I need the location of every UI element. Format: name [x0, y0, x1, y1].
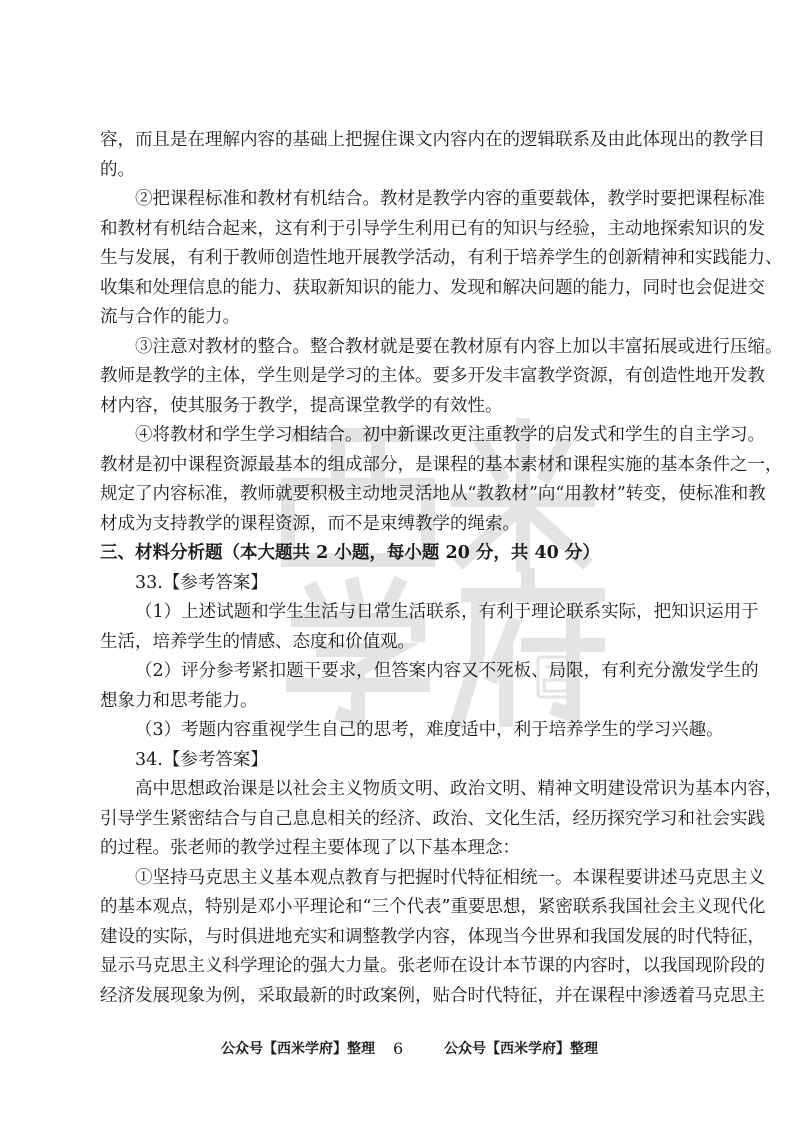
paragraph-line: 流与合作的能力。 — [100, 307, 240, 327]
paragraph-line: 建设的实际，与时俱进地充实和调整教学内容，体现当今世界和我国发展的时代特征， — [100, 926, 765, 947]
paragraph-line: 收集和处理信息的能力、获取新知识的能力、发现和解决问题的能力，同时也会促进交 — [100, 277, 765, 298]
paragraph-line: （2）评分参考紧扣题干要求，但答案内容又不死板、局限，有利充分激发学生的 — [135, 661, 759, 681]
paragraph-line: 材内容，使其服务于教学，提高课堂教学的有效性。 — [100, 395, 503, 416]
paragraph-line: 规定了内容标准，教师就要积极主动地灵活地从“教教材”向“用教材”转变，使标准和教 — [100, 484, 766, 504]
paragraph-line: ④将教材和学生学习相结合。初中新课改更注重教学的启发式和学生的自主学习。 — [135, 425, 765, 445]
paragraph-line: 的。 — [100, 159, 135, 180]
paragraph-line: ③注意对教材的整合。整合教材就是要在教材原有内容上加以丰富拓展或进行压缩。 — [135, 336, 783, 357]
answer-heading: 33.【参考答案】 — [135, 572, 268, 593]
paragraph-line: ②把课程标准和教材有机结合。教材是教学内容的重要载体，教学时要把课程标准 — [135, 189, 765, 209]
paragraph-line: 引导学生紧密结合与自己息息相关的经济、政治、文化生活，经历探究学习和社会实践 — [100, 808, 765, 829]
document-body — [100, 126, 783, 1011]
paragraph-line: 高中思想政治课是以社会主义物质文明、政治文明、精神文明建设常识为基本内容， — [135, 779, 783, 799]
answer-heading: 34.【参考答案】 — [135, 749, 268, 770]
section-heading: 三、材料分析题（本大题共 2 小题，每小题 20 分，共 40 分） — [100, 543, 600, 563]
page-number: 6 — [393, 1039, 404, 1058]
paragraph-line: 的过程。张老师的教学过程主要体现了以下基本理念： — [100, 838, 520, 858]
paragraph-line: （1）上述试题和学生生活与日常生活联系，有利于理论联系实际，把知识运用于 — [135, 602, 759, 622]
paragraph-line: 生与发展，有利于教师创造性地开展教学活动，有利于培养学生的创新精神和实践能力、 — [100, 248, 783, 268]
paragraph-line: 的基本观点，特别是邓小平理论和“三个代表”重要思想，紧密联系我国社会主义现代化 — [100, 897, 766, 917]
paragraph-line: ①坚持马克思主义基本观点教育与把握时代特征相统一。本课程要讲述马克思主义 — [135, 867, 765, 888]
page-footer — [0, 1037, 800, 1061]
paragraph-line: 想象力和思考能力。 — [100, 690, 258, 711]
paragraph-line: 容，而且是在理解内容的基础上把握住课文内容内在的逻辑联系及由此体现出的教学目 — [100, 130, 765, 150]
paragraph-line: 经济发展现象为例，采取最新的时政案例，贴合时代特征，并在课程中渗透着马克思主 — [100, 985, 765, 1006]
footer-left-text: 公众号【西米学府】整理 — [221, 1041, 375, 1057]
footer-right-text: 公众号【西米学府】整理 — [444, 1041, 598, 1057]
paragraph-line: 显示马克思主义科学理论的强大力量。张老师在设计本节课的内容时，以我国现阶段的 — [100, 956, 765, 976]
paragraph-line: 生活，培养学生的情感、态度和价值观。 — [100, 631, 415, 652]
paragraph-line: 教材是初中课程资源最基本的组成部分，是课程的基本素材和课程实施的基本条件之一， — [100, 454, 783, 475]
paragraph-line: （3）考题内容重视学生自己的思考，难度适中，利于培养学生的学习兴趣。 — [135, 720, 724, 740]
paragraph-line: 材成为支持教学的课程资源，而不是束缚教学的绳索。 — [100, 513, 520, 534]
paragraph-line: 教师是教学的主体，学生则是学习的主体。要多开发丰富教学资源，有创造性地开发教 — [100, 366, 765, 386]
paragraph-line: 和教材有机结合起来，这有利于引导学生利用已有的知识与经验，主动地探索知识的发 — [100, 218, 765, 239]
